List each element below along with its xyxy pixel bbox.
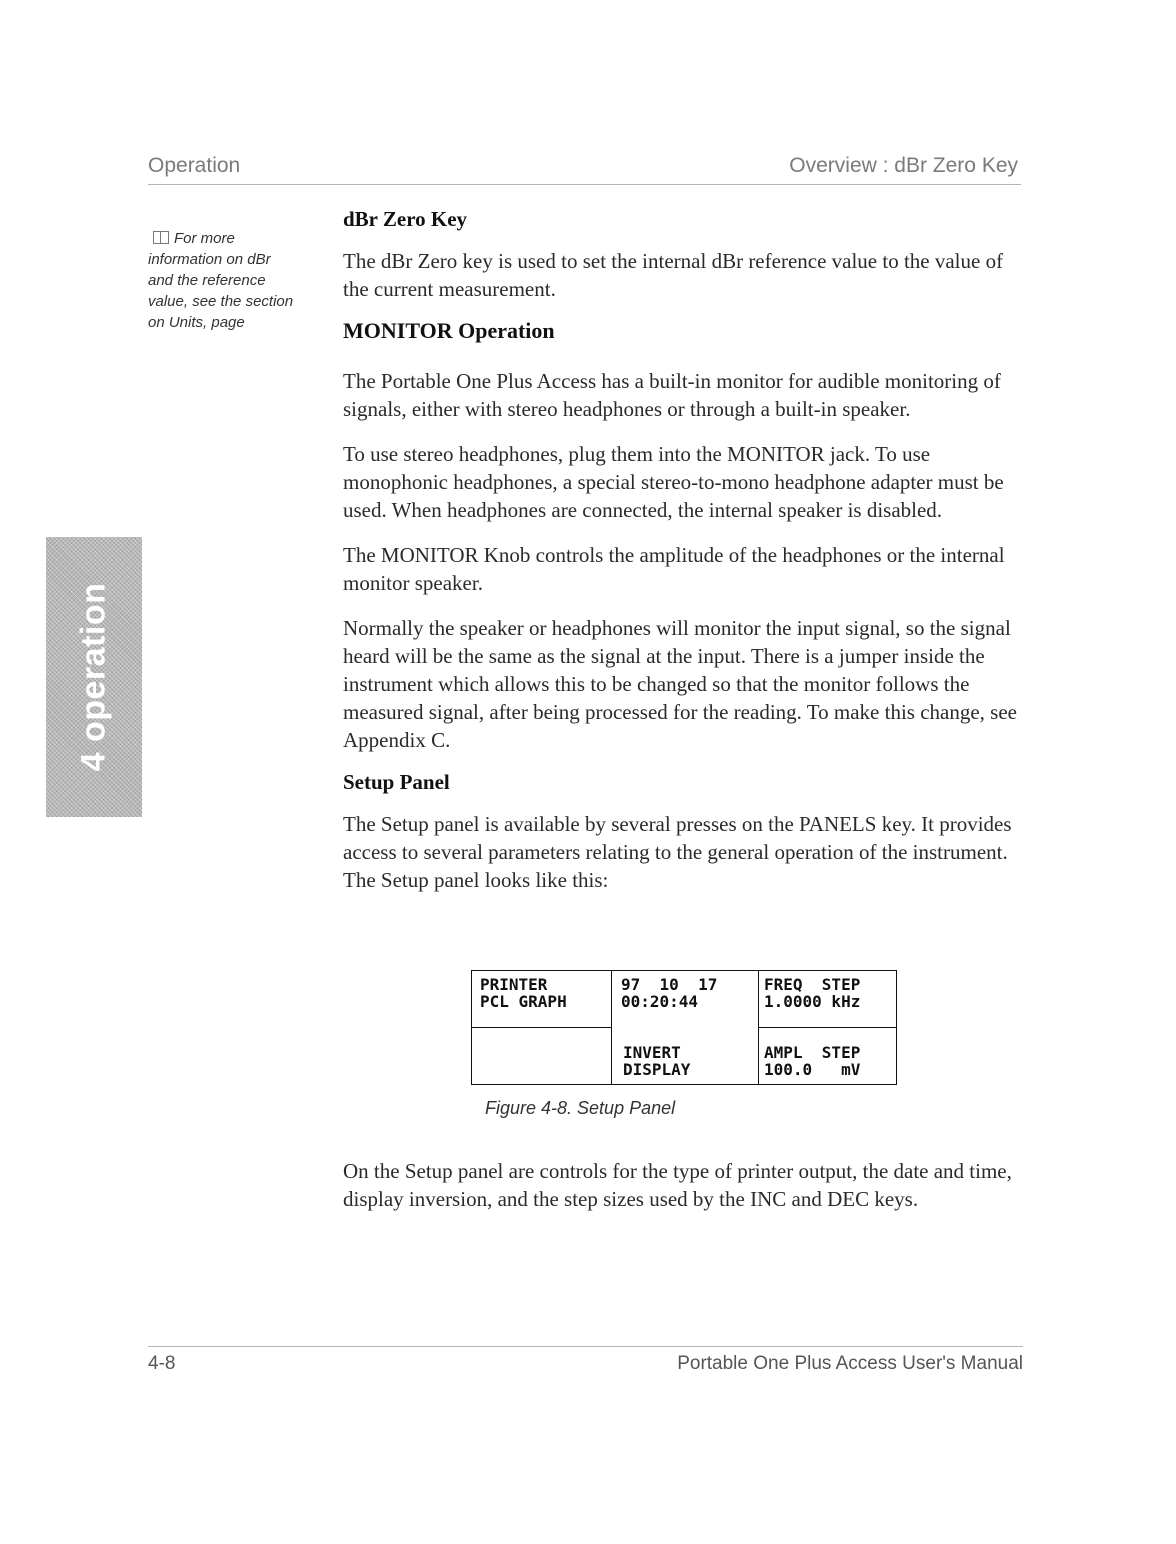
panel-printer-value: PCL GRAPH [480,992,567,1011]
panel-divider [611,971,612,1084]
header-topic-title: Overview : dBr Zero Key [789,154,1018,177]
panel-divider [758,1027,896,1028]
figure-caption: Figure 4-8. Setup Panel [485,1098,676,1118]
panel-divider [472,1027,611,1028]
paragraph-setup-2: On the Setup panel are controls for the type of printer output, the date and time, display inversion, and the step sizes used by the INC and DEC keys. [343,1159,1012,1211]
panel-invert-value: DISPLAY [623,1060,691,1079]
page-footer [148,1346,1023,1383]
header-section-title: Operation [148,154,241,177]
page-number: 4-8 [148,1353,176,1374]
panel-freq-step-value: 1.0000 kHz [764,992,861,1011]
paragraph-monitor-1: The Portable One Plus Access has a built-in monitor for audible monitoring of signals, either with stereo headphones or through a built-in speaker. [343,369,1001,421]
panel-time: 00:20:44 [621,992,699,1011]
section-heading-monitor: MONITOR Operation [343,318,555,343]
panel-date: 97 10 17 [621,975,718,994]
margin-note-text: For more information on dBr and the reference value, see the section on Units, page [148,230,294,331]
panel-freq-step-label: FREQ STEP [764,975,861,994]
page-header [148,154,1021,185]
panel-invert-label: INVERT [623,1043,681,1062]
paragraph-monitor-3: The MONITOR Knob controls the amplitude of the headphones or the internal monitor speaker. [343,543,1005,595]
setup-panel-figure [471,970,897,1085]
manual-title: Portable One Plus Access User's Manual [677,1353,1023,1374]
paragraph-monitor-2: To use stereo headphones, plug them into the MONITOR jack. To use monophonic headphones, a special stereo-to-mono headphone adapter must be used. When headphones are connected, the internal speaker is disabled. [343,442,1004,522]
chapter-tab-label: 4 operation [74,582,113,772]
paragraph-dbr: The dBr Zero key is used to set the internal dBr reference value to the value of the current measurement. [343,249,1004,301]
panel-printer-label: PRINTER [480,975,548,994]
section-heading-dbr-zero-key: dBr Zero Key [343,207,468,231]
book-icon [153,231,169,244]
panel-ampl-step-label: AMPL STEP [764,1043,861,1062]
paragraph-monitor-4: Normally the speaker or headphones will monitor the input signal, so the signal heard will be the same as the signal at the input. There is a jumper inside the instrument which allows this to be changed so that the monitor follows the measured signal, after being processed for the reading. To make this change, see Appendix C. [343,616,1017,752]
margin-note [148,228,298,333]
paragraph-setup-1: The Setup panel is available by several presses on the PANELS key. It provides access to several parameters relating to the general operation of the instrument. The Setup panel looks like this: [343,812,1012,892]
main-content [343,205,1023,894]
chapter-tab [46,537,142,817]
panel-ampl-step-value: 100.0 mV [764,1060,861,1079]
section-heading-setup-panel: Setup Panel [343,770,450,794]
